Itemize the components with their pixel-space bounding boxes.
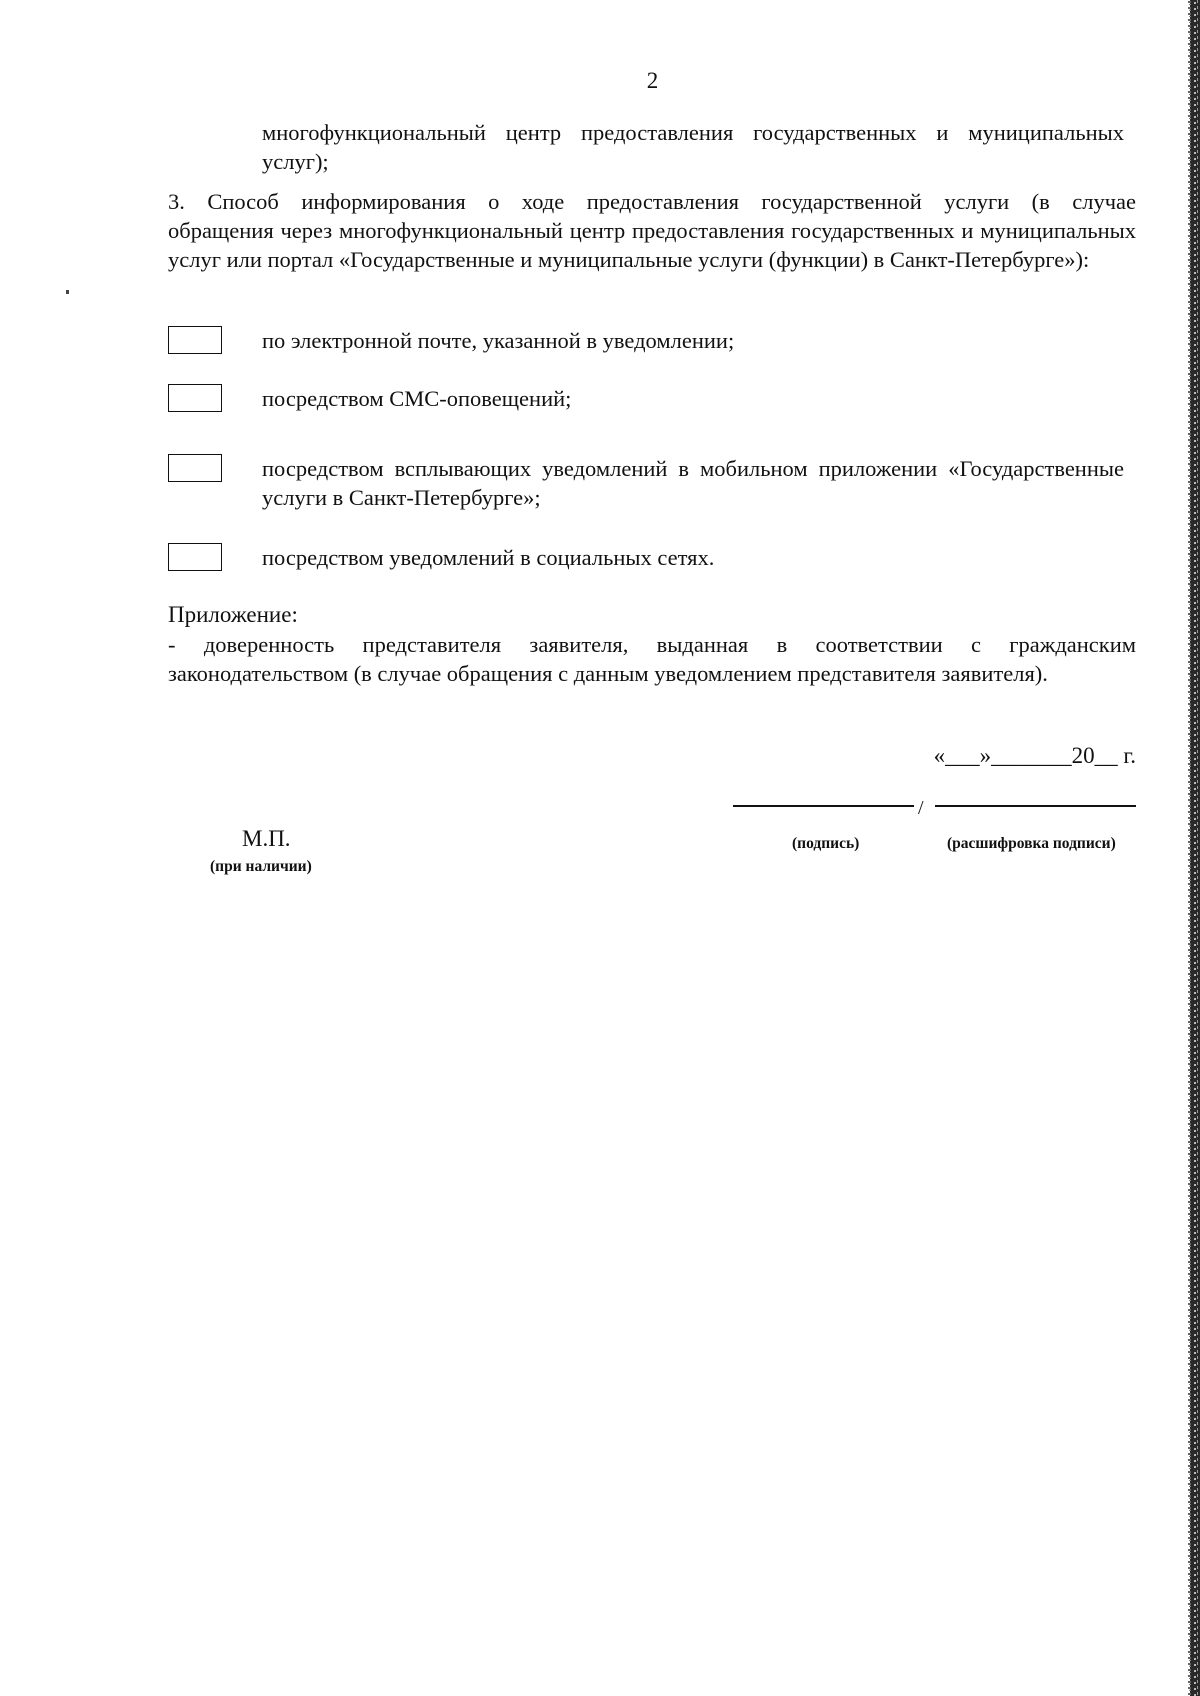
- signature-decoding-line: [935, 805, 1136, 807]
- signature-separator: /: [918, 797, 924, 819]
- checkbox-sms[interactable]: [168, 384, 222, 412]
- stamp-label: М.П.: [242, 826, 291, 851]
- page-number: 2: [646, 68, 659, 93]
- checkbox-social[interactable]: [168, 543, 222, 571]
- checkbox-push[interactable]: [168, 454, 222, 482]
- option-sms-label: посредством СМС-оповещений;: [262, 386, 572, 411]
- scan-edge-shadow: [1186, 0, 1200, 1696]
- attachment-section: [168, 600, 1136, 688]
- attachment-title: Приложение:: [168, 602, 298, 627]
- stamp-note: (при наличии): [210, 858, 312, 875]
- attachment-text: - доверенность представителя заявителя, выданная в соответствии с гражданским законодательством (в случае обращения с данным уведомлением представителя заявителя).: [168, 632, 1136, 686]
- checkbox-email[interactable]: [168, 326, 222, 354]
- signature-line: [733, 805, 914, 807]
- signature-caption: (подпись): [792, 835, 860, 852]
- section-3-text: обращения через многофункциональный центр предоставления государственных и муниципальных услуг или портал «Государственные и муниципальные услуги (функции) в Санкт-Петербурге»):: [168, 218, 1136, 272]
- date-field: «___»_______20__ г.: [933, 743, 1136, 768]
- option-social-label: посредством уведомлений в социальных сетях.: [262, 545, 715, 570]
- margin-mark: [66, 290, 69, 294]
- section-3-first-line: 3. Способ информирования о ходе предоставления государственной услуги (в случае: [168, 189, 1136, 214]
- option-push-label: посредством всплывающих уведомлений в мобильном приложении «Государственные услуги в Санкт-Петербурге»;: [262, 456, 1124, 510]
- section-3-paragraph: [168, 187, 1136, 274]
- continuation-paragraph: многофункциональный центр предоставления государственных и муниципальных услуг);: [262, 120, 1124, 174]
- signature-decoding-caption: (расшифровка подписи): [947, 835, 1116, 852]
- option-email-label: по электронной почте, указанной в уведомлении;: [262, 328, 735, 353]
